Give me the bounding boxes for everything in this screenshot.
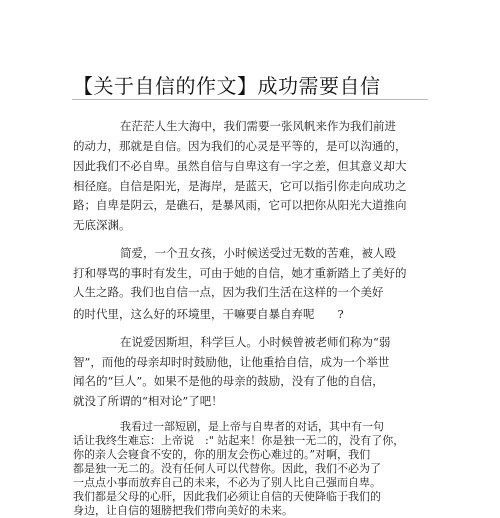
paragraph-line: 你的亲人会寝食不安的，你的朋友会伤心难过的。”对啊，我们 [73,448,371,461]
paragraph-line: 在茫茫人生大海中，我们需要一张风帆来作为我们前进 [120,119,396,133]
title-divider [72,99,428,100]
paragraph-line: 打和辱骂的事时有发生，可由于她的自信，她才重新踏上了美好的 [73,266,407,280]
paragraph-line: 因此我们不必自卑。虽然自信与自卑这有一字之差，但其意义却大 [73,159,407,173]
paragraph-line: 在说爱因斯坦，科学巨人。小时候曾被老师们称为“弱 [120,335,391,349]
document-title: 【关于自信的作文】成功需要自信 [73,74,381,98]
paragraph-line: 相径庭。自信是阳光，是海岸，是蓝天，它可以指引你走向成功之 [73,179,407,193]
paragraph-line: 就没了所谓的“相对论”了吧！ [73,394,223,408]
paragraph-line: 路；自卑是阴云，是礁石，是暴风雨，它可以把你从阳光大道推向 [73,198,407,212]
paragraph-line: 人生之路。我们也自信一点，因为我们生活在这样的一个美好 [73,285,384,299]
paragraph-line: 我们都是父母的心肝，因此我们必须让自信的天使降临于我们的 [73,490,381,503]
paragraph-line: 的时代里，这么好的环境里，干嘛要自暴自弃呢 ? [73,307,344,321]
paragraph-line: 我看过一部短剧，是上帝与自卑者的对话，其中有一句 [120,420,384,433]
paragraph-line: 闻名的“巨人”。如果不是他的母亲的鼓励，没有了他的自信， [73,374,384,388]
paragraph-line: 一点点小事而放弃自己的未来，不必为了别人比自己强而自卑。 [73,476,381,489]
paragraph-line: 无底深渊。 [73,218,131,232]
paragraph-line: 都是独一无二的。没有任何人可以代替你。因此，我们不必为了 [73,462,381,475]
paragraph-line: 话让我终生难忘：上帝说 :" 站起来！你是独一无二的，没有了你， [73,434,405,447]
paragraph-line: 智”，而他的母亲却时时鼓励他，让他重拾自信，成为一个举世 [73,355,390,369]
paragraph-line: 身边，让自信的翅膀把我们带向美好的未来。 [73,504,293,517]
paragraph-line: 的动力，那就是自信。因为我们的心灵是平等的，是可以沟通的， [73,139,407,153]
paragraph-line: 简爱，一个丑女孩，小时候送受过无数的苦难，被人殴 [120,246,396,260]
